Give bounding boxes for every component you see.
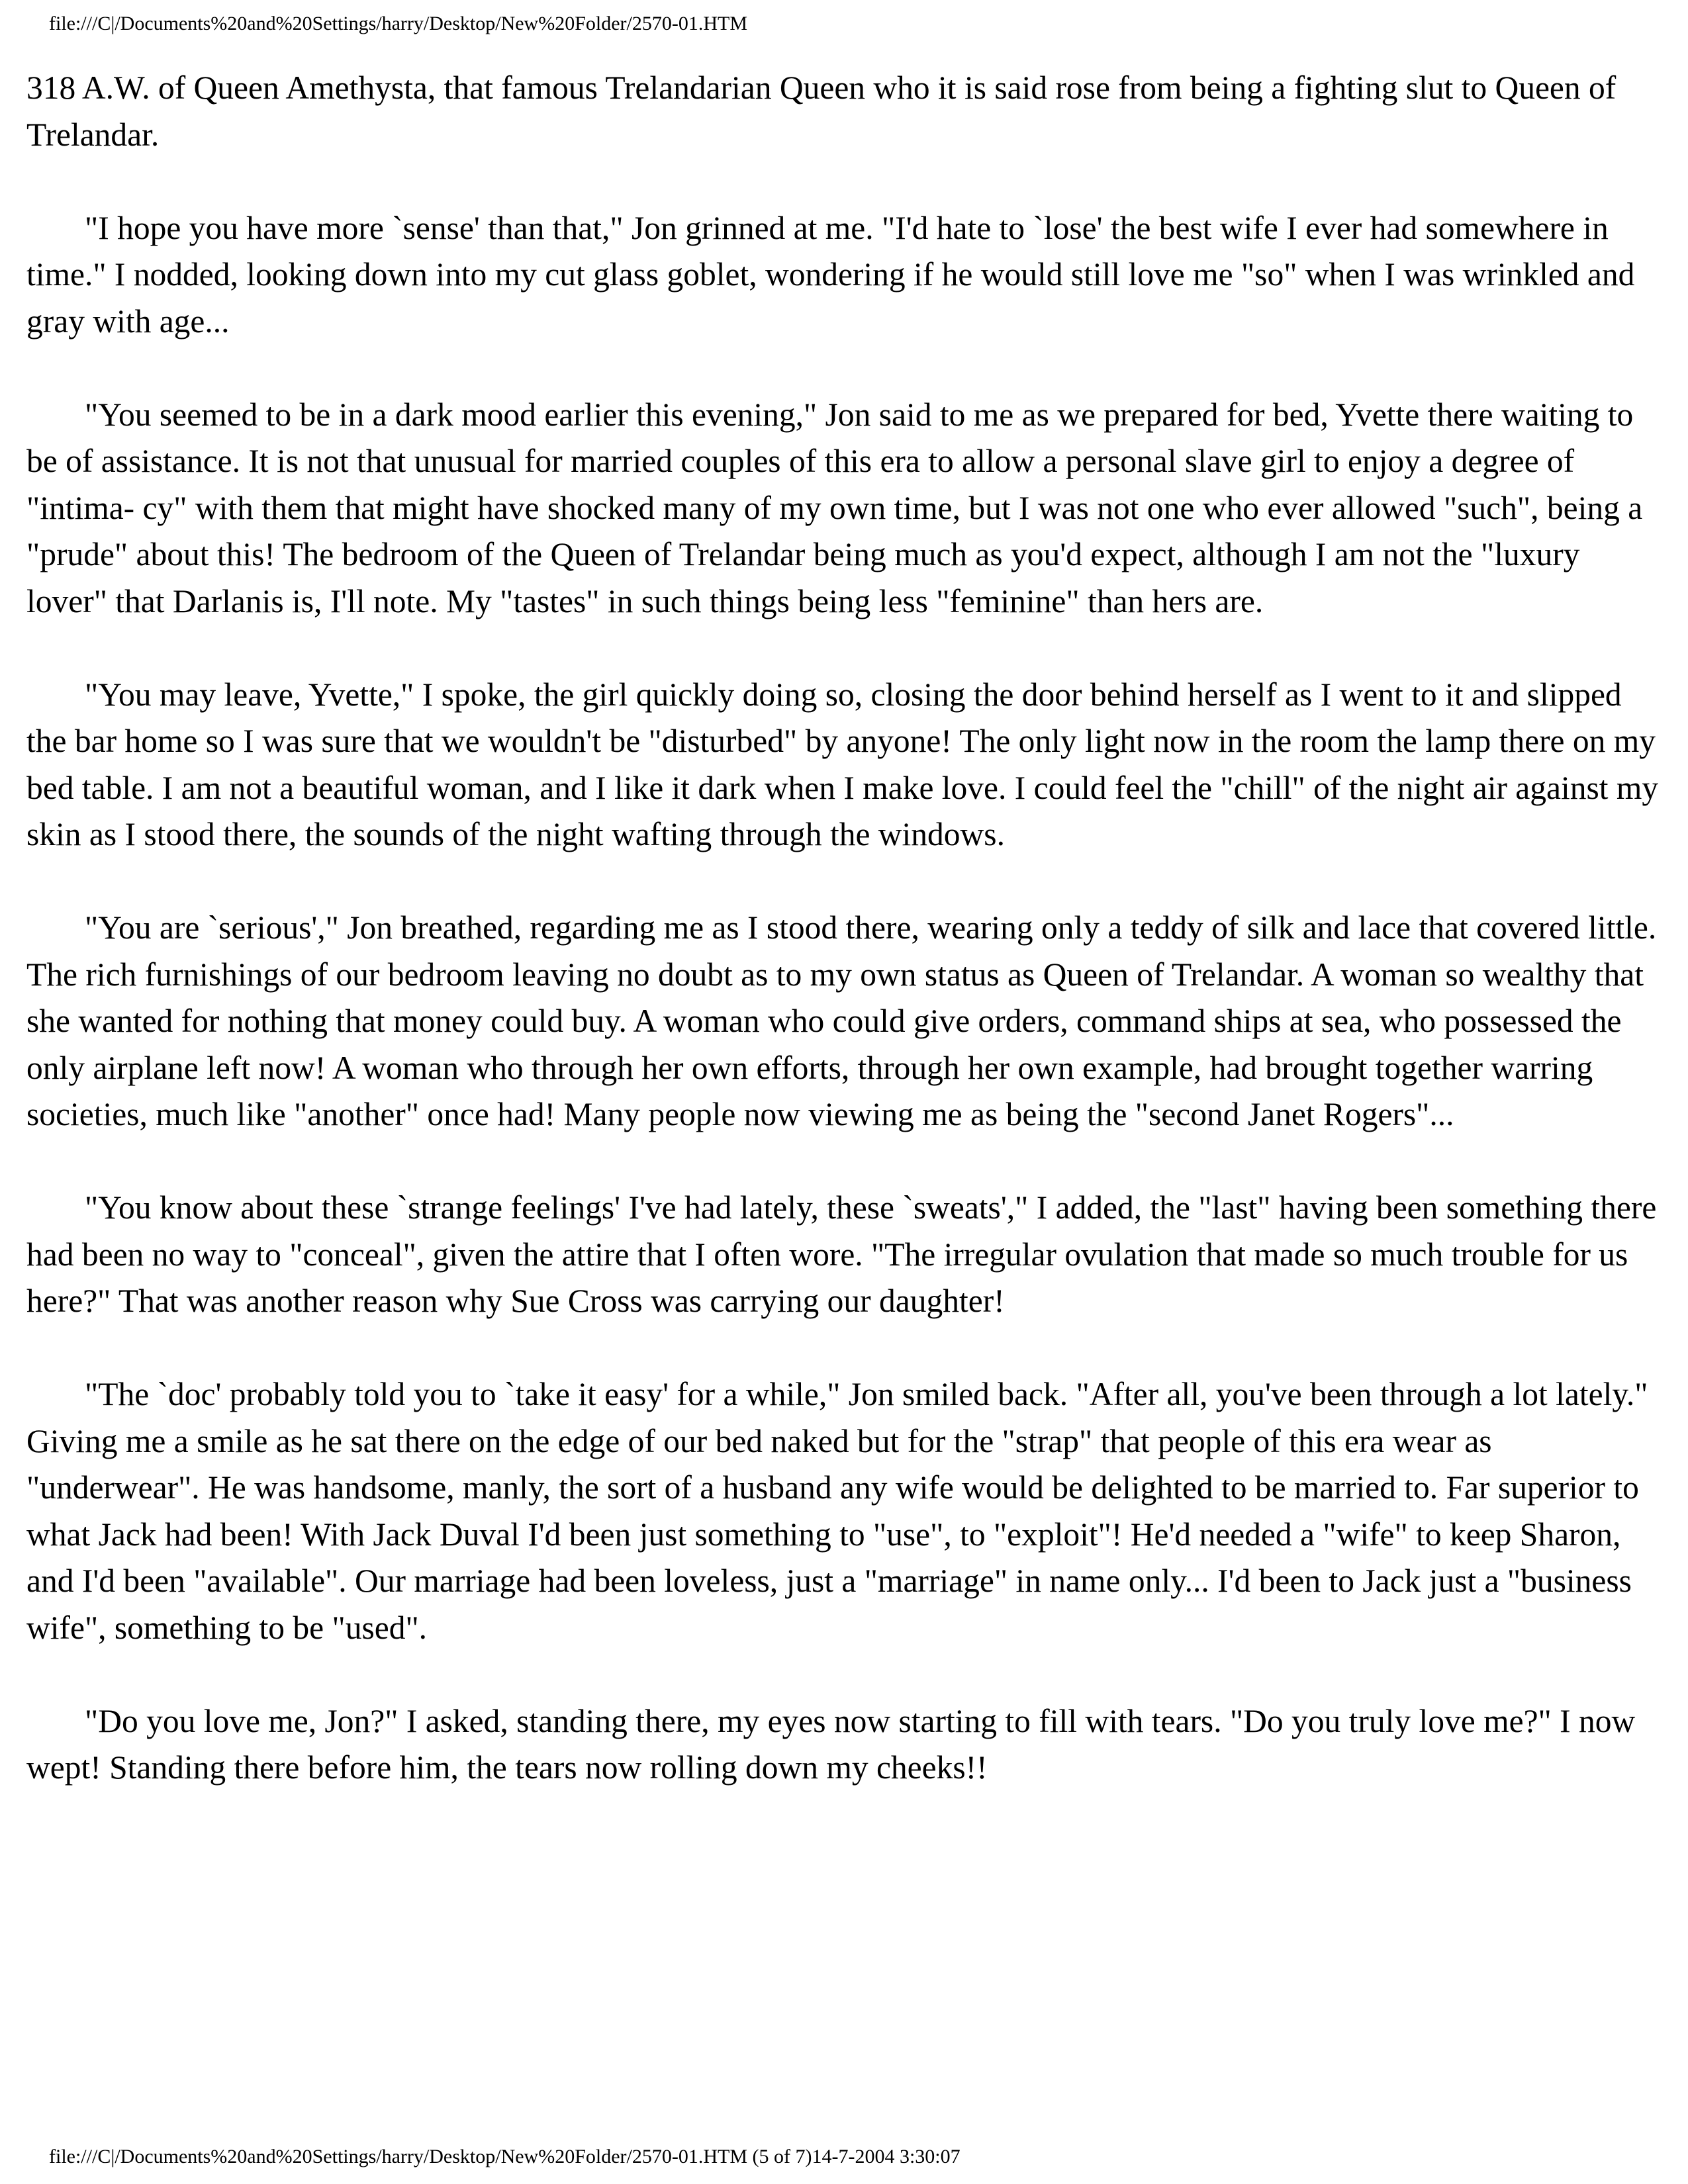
paragraph-5: "You are `serious'," Jon breathed, regarding me as I stood there, wearing only a teddy of silk and lace that covered little. The rich furnishings of our bedroom leaving no doubt as to my own status as Queen of Trelandar. A woman so wealthy that she wanted for nothing that money could buy. A woman who could give orders, command ships at sea, who possessed the only airplane left now! A woman who through her own efforts, through her own example, had brought together warring societies, much like "another" once had! Many people now viewing me as being the "second Janet Rogers"... [26, 909, 1657, 1132]
footer-file-path: file:///C|/Documents%20and%20Settings/harry/Desktop/New%20Folder/2570-01.HTM (5 of 7)14-7-2004 3:30:07 [49, 2146, 961, 2167]
paragraph-7: "The `doc' probably told you to `take it easy' for a while," Jon smiled back. "After all, you've been through a lot lately." Giving me a smile as he sat there on the edge of our bed naked but for the "strap" that people of this era wear as "underwear". He was handsome, manly, the sort of a husband any wife would be delighted to be married to. Far superior to what Jack had been! With Jack Duval I'd been just something to "use", to "exploit"! He'd needed a "wife" to keep Sharon, and I'd been "available". Our marriage had been loveless, just a "marriage" in name only... I'd been to Jack just a "business wife", something to be "used". [26, 1376, 1648, 1646]
paragraph-6: "You know about these `strange feelings' I've had lately, these `sweats'," I added, the "last" having been something there had been no way to "conceal", given the attire that I often wore. "The irregular ovulation that made so much trouble for us here?" That was another reason why Sue Cross was carrying our daughter! [26, 1189, 1657, 1319]
paragraph-3: "You seemed to be in a dark mood earlier this evening," Jon said to me as we prepared for bed, Yvette there waiting to be of assistance. It is not that unusual for married couples of this era to allow a personal slave girl to enjoy a degree of "intima- cy" with them that might have shocked many of my own time, but I was not one who ever allowed "such", being a "prude" about this! The bedroom of the Queen of Trelandar being much as you'd expect, although I am not the "luxury lover" that Darlanis is, I'll note. My "tastes" in such things being less "feminine" than hers are. [26, 396, 1643, 619]
paragraph-2: "I hope you have more `sense' than that," Jon grinned at me. "I'd hate to `lose' the best wife I ever had somewhere in time." I nodded, looking down into my cut glass goblet, wondering if he would still love me "so" when I was wrinkled and gray with age... [26, 209, 1635, 340]
header-file-path: file:///C|/Documents%20and%20Settings/harry/Desktop/New%20Folder/2570-01.HTM [49, 13, 748, 34]
paragraph-4: "You may leave, Yvette," I spoke, the girl quickly doing so, closing the door behind herself as I went to it and slipped the bar home so I was sure that we wouldn't be "disturbed" by anyone! The only light now in the room the lamp there on my bed table. I am not a beautiful woman, and I like it dark when I make love. I could feel the "chill" of the night air against my skin as I stood there, the sounds of the night wafting through the windows. [26, 676, 1659, 852]
paragraph-1: 318 A.W. of Queen Amethysta, that famous Trelandarian Queen who it is said rose from being a fighting slut to Queen of Trelandar. [26, 69, 1617, 153]
paragraph-8: "Do you love me, Jon?" I asked, standing there, my eyes now starting to fill with tears. "Do you truly love me?" I now wept! Standing there before him, the tears now rolling down my cheeks!! [26, 1702, 1636, 1786]
document-body [26, 65, 1662, 1838]
